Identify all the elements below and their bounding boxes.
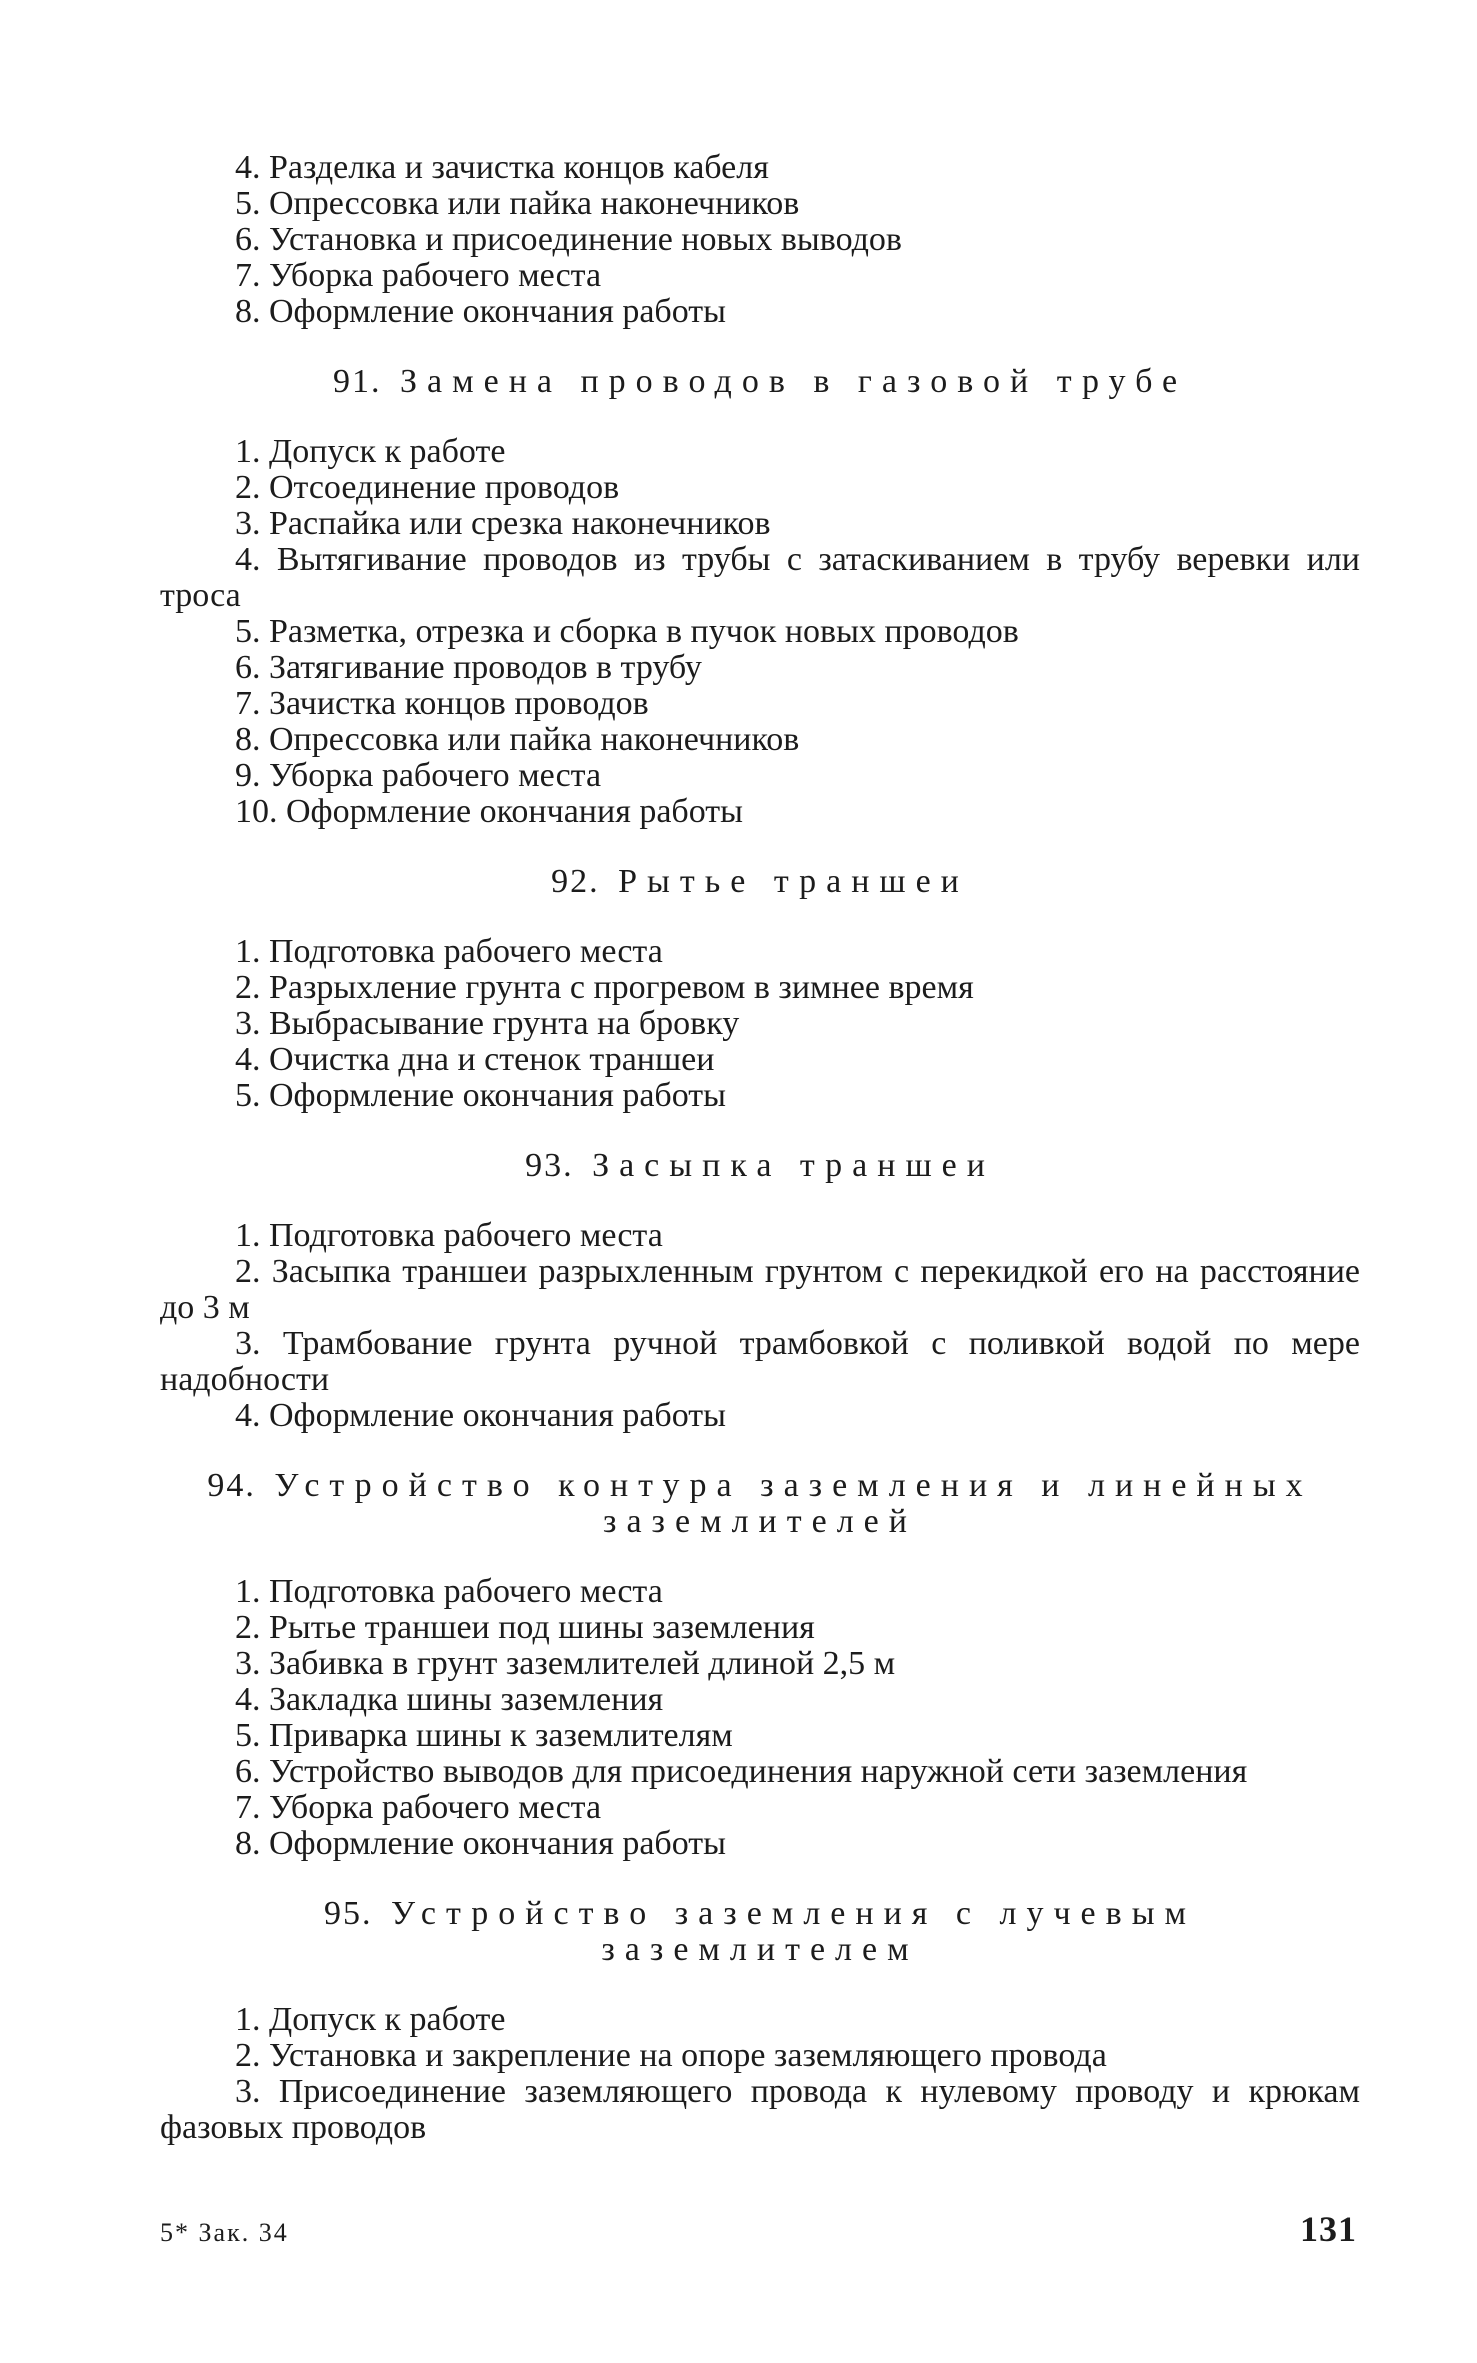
section-93 <box>160 1148 1360 1434</box>
document-page <box>160 150 1360 2250</box>
list-item: 8. Опрессовка или пайка наконечников <box>235 721 800 758</box>
section-92 <box>160 864 1360 1114</box>
list-item: 7. Уборка рабочего места <box>235 1789 602 1826</box>
list-item: 2. Рытье траншеи под шины заземления <box>235 1609 815 1646</box>
list-item: 5. Разметка, отрезка и сборка в пучок новых проводов <box>235 613 1019 650</box>
list-item: 10. Оформление окончания работы <box>235 793 743 830</box>
list-item: 6. Устройство выводов для присоединения наружной сети заземления <box>235 1753 1248 1790</box>
list-item: 4. Закладка шины заземления <box>235 1681 664 1718</box>
list-item: 1. Подготовка рабочего места <box>235 1217 663 1254</box>
section-title: Рытье траншеи <box>618 863 969 900</box>
list-item: 2. Отсоединение проводов <box>235 469 620 506</box>
page-footer <box>160 2208 1357 2250</box>
section-title: Замена проводов в газовой трубе <box>399 363 1188 400</box>
list-item: 7. Уборка рабочего места <box>235 257 602 294</box>
list-item: 3. Трамбование грунта ручной трамбовкой с поливкой водой по мере надобности <box>160 1325 1360 1398</box>
section-number: 94. <box>207 1467 256 1504</box>
section-number: 91. <box>332 363 382 400</box>
list-item: 6. Установка и присоединение новых выводов <box>235 221 902 258</box>
list-item: 2. Установка и закрепление на опоре заземляющего провода <box>235 2037 1107 2074</box>
list-item: 7. Зачистка концов проводов <box>235 685 649 722</box>
section-heading <box>160 364 1360 400</box>
list-item: 1. Допуск к работе <box>235 2001 506 2038</box>
section-number: 95. <box>323 1895 373 1932</box>
list-item: 5. Приварка шины к заземлителям <box>235 1717 733 1754</box>
list-item: 4. Вытягивание проводов из трубы с затаскиванием в трубу веревки или троса <box>160 541 1360 614</box>
section-title: Устройство заземления с лучевым заземлителем <box>390 1895 1197 1968</box>
section-number: 93. <box>525 1147 574 1184</box>
list-item: 6. Затягивание проводов в трубу <box>235 649 702 686</box>
list-item: 8. Оформление окончания работы <box>235 293 726 330</box>
intro-list <box>160 150 1360 330</box>
list-item: 5. Оформление окончания работы <box>235 1077 726 1114</box>
list-item: 3. Забивка в грунт заземлителей длиной 2,5 м <box>235 1645 896 1682</box>
section-number: 92. <box>551 863 600 900</box>
list-item: 3. Выбрасывание грунта на бровку <box>235 1005 740 1042</box>
list-item: 9. Уборка рабочего места <box>235 757 602 794</box>
section-heading <box>160 1468 1360 1540</box>
list-item: 4. Очистка дна и стенок траншеи <box>235 1041 715 1078</box>
page-number: 131 <box>1300 2209 1357 2249</box>
section-95 <box>160 1896 1360 2146</box>
list-item: 1. Подготовка рабочего места <box>235 1573 663 1610</box>
section-title: Устройство контура заземления и линейных заземлителей <box>274 1467 1313 1540</box>
list-item: 1. Подготовка рабочего места <box>235 933 663 970</box>
list-item: 5. Опрессовка или пайка наконечников <box>235 185 800 222</box>
printer-signature: 5* Зак. 34 <box>160 2218 289 2247</box>
list-item: 3. Распайка или срезка наконечников <box>235 505 771 542</box>
list-item: 3. Присоединение заземляющего провода к нулевому проводу и крюкам фазовых проводов <box>160 2073 1360 2146</box>
section-heading <box>160 1896 1360 1968</box>
list-item: 8. Оформление окончания работы <box>235 1825 726 1862</box>
list-item: 2. Разрыхление грунта с прогревом в зимнее время <box>235 969 974 1006</box>
list-item: 1. Допуск к работе <box>235 433 506 470</box>
list-item: 4. Оформление окончания работы <box>235 1397 726 1434</box>
section-title: Засыпка траншеи <box>592 1147 995 1184</box>
list-item: 4. Разделка и зачистка концов кабеля <box>235 149 769 186</box>
section-91 <box>160 364 1360 830</box>
section-94 <box>160 1468 1360 1862</box>
section-heading <box>160 1148 1360 1184</box>
list-item: 2. Засыпка траншеи разрыхленным грунтом с перекидкой его на расстояние до 3 м <box>160 1253 1360 1326</box>
section-heading <box>160 864 1360 900</box>
